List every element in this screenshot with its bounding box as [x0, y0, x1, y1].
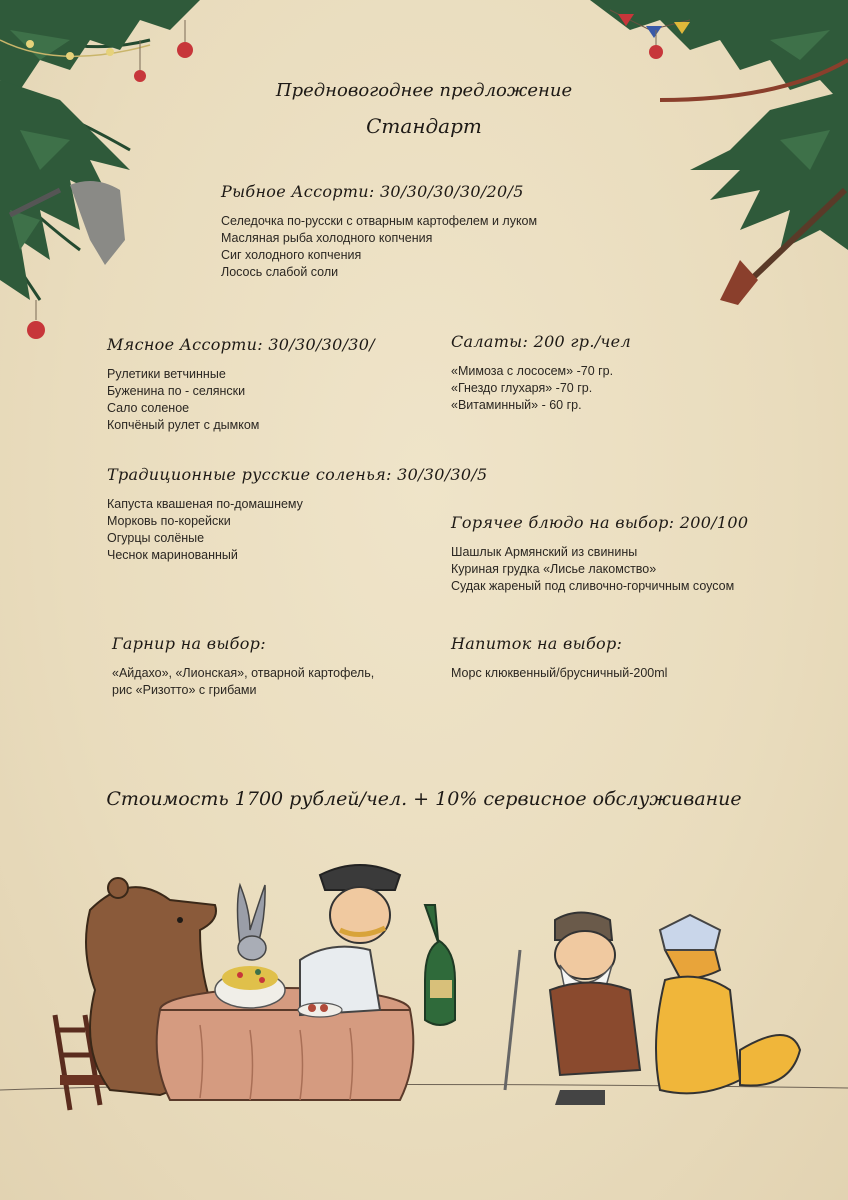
salads-section-title: Салаты: 200 гр./чел: [451, 332, 631, 351]
pickles-list: [107, 496, 488, 564]
list-item: Лосось слабой соли: [221, 265, 339, 279]
list-item: рис «Ризотто» с грибами: [112, 683, 257, 697]
salads-section: [451, 332, 631, 414]
list-item: Морс клюквенный/брусничный-200ml: [451, 666, 668, 680]
hot-dish-section-title: Горячее блюдо на выбор: 200/100: [451, 513, 749, 532]
fish-section-title: Рыбное Ассорти: 30/30/30/30/20/5: [221, 182, 524, 201]
drink-list: [451, 665, 667, 682]
pickles-section-title: Традиционные русские соленья: 30/30/30/5: [107, 465, 488, 484]
list-item: «Витаминный» - 60 гр.: [451, 398, 582, 412]
list-item: Рулетики ветчинные: [107, 367, 226, 381]
pine-branch-right-illustration: [590, 0, 848, 310]
list-item: Огурцы солёные: [107, 531, 205, 545]
drink-section-title: Напиток на выбор:: [451, 634, 623, 653]
list-item: Селедочка по-русски с отварным картофелем и луком: [221, 214, 538, 228]
meat-section-title: Мясное Ассорти: 30/30/30/30/: [107, 335, 375, 354]
garnish-section: [112, 634, 374, 699]
drink-section: [451, 634, 667, 682]
hot-dish-section: [451, 513, 748, 595]
list-item: Шашлык Армянский из свинины: [451, 545, 638, 559]
list-item: Капуста квашеная по-домашнему: [107, 497, 303, 511]
list-item: «Гнездо глухаря» -70 гр.: [451, 381, 593, 395]
fish-list: [221, 213, 537, 281]
list-item: Судак жареный под сливочно-горчичным соусом: [451, 579, 735, 593]
price-line: Стоимость 1700 рублей/чел. + 10% сервисное обслуживание: [106, 788, 742, 810]
salads-list: [451, 363, 631, 414]
garnish-section-title: Гарнир на выбор:: [112, 634, 266, 653]
meat-section: [107, 335, 375, 434]
feast-characters-illustration: [0, 850, 848, 1130]
fish-section: [221, 182, 537, 281]
pine-branch-left-illustration: [0, 0, 200, 340]
hot-dish-list: [451, 544, 748, 595]
list-item: Морковь по-корейски: [107, 514, 231, 528]
list-item: «Мимоза с лососем» -70 гр.: [451, 364, 614, 378]
list-item: Куриная грудка «Лисье лакомство»: [451, 562, 657, 576]
list-item: Сало соленое: [107, 401, 190, 415]
pickles-section: [107, 465, 488, 564]
list-item: «Айдахо», «Лионская», отварной картофель,: [112, 666, 375, 680]
list-item: Буженина по - селянски: [107, 384, 246, 398]
list-item: Масляная рыба холодного копчения: [221, 231, 433, 245]
menu-title: Предновогоднее предложение: [275, 80, 573, 101]
list-item: Сиг холодного копчения: [221, 248, 362, 262]
list-item: Чеснок маринованный: [107, 548, 238, 562]
menu-subtitle: Стандарт: [366, 114, 482, 138]
meat-list: [107, 366, 375, 434]
list-item: Копчёный рулет с дымком: [107, 418, 260, 432]
garnish-list: [112, 665, 374, 699]
